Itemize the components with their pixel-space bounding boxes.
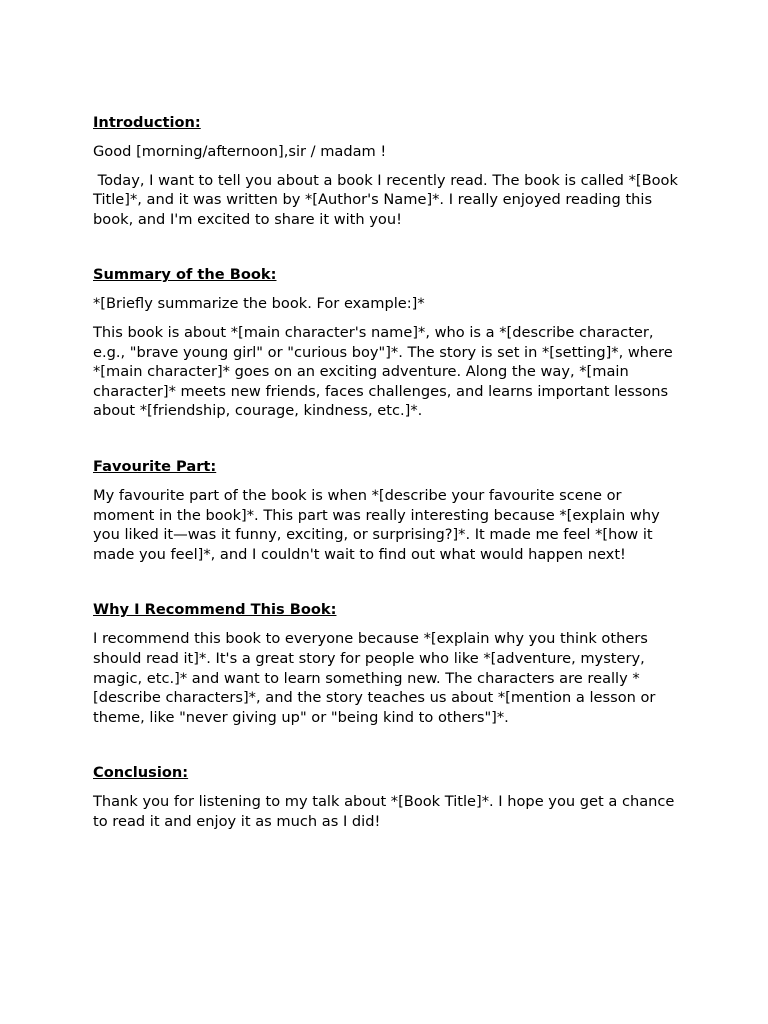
summary-paragraph: This book is about *[main character's name]*, who is a *[describe character, e.g., "brave young girl" or "curious boy"]*. The story is set in *[setting]*, where *[main character]* goes on an exciting adventure. Along the way, *[main character]* meets new friends, faces challenges, and learns important lessons about *[friendship, courage, kindness, etc.]*. <box>93 323 678 420</box>
section-heading: Introduction: <box>93 114 201 131</box>
document-page <box>93 113 683 840</box>
section-spacer <box>93 430 683 457</box>
section-spacer <box>93 238 683 265</box>
section-spacer <box>93 736 683 763</box>
summary-instruction-paragraph: *[Briefly summarize the book. For example:]* <box>93 295 425 313</box>
section-conclusion <box>93 763 683 831</box>
favourite-part-paragraph: My favourite part of the book is when *[describe your favourite scene or moment in the book]*. This part was really interesting because *[explain why you liked it—was it funny, exciting, or surprising?]*. It made me feel *[how it made you feel]*, and I couldn't wait to find out what would happen next! <box>93 486 665 563</box>
section-introduction <box>93 113 683 229</box>
section-heading: Summary of the Book: <box>93 266 277 284</box>
intro-paragraph: Today, I want to tell you about a book I recently read. The book is called *[Book Title]*, and it was written by *[Author's Name]*. I really enjoyed reading this book, and I'm excited to share it with you! <box>93 171 683 228</box>
section-summary <box>93 265 683 421</box>
section-spacer <box>93 573 683 600</box>
greeting-paragraph: Good [morning/afternoon],sir / madam ! <box>93 143 387 160</box>
section-recommendation <box>93 600 683 727</box>
section-heading: Conclusion: <box>93 764 189 782</box>
section-heading: Favourite Part: <box>93 457 217 475</box>
section-heading: Why I Recommend This Book: <box>93 601 337 619</box>
section-favourite-part <box>93 457 683 564</box>
conclusion-paragraph: Thank you for listening to my talk about *[Book Title]*. I hope you get a chance to read it and enjoy it as much as I did! <box>93 793 680 830</box>
recommendation-paragraph: I recommend this book to everyone because *[explain why you think others should read it]*. It's a great story for people who like *[adventure, mystery, magic, etc.]* and want to learn something new. The characters are really *[describe characters]*, and the story teaches us about *[mention a lesson or theme, like "never giving up" or "being kind to others"]*. <box>93 630 661 726</box>
